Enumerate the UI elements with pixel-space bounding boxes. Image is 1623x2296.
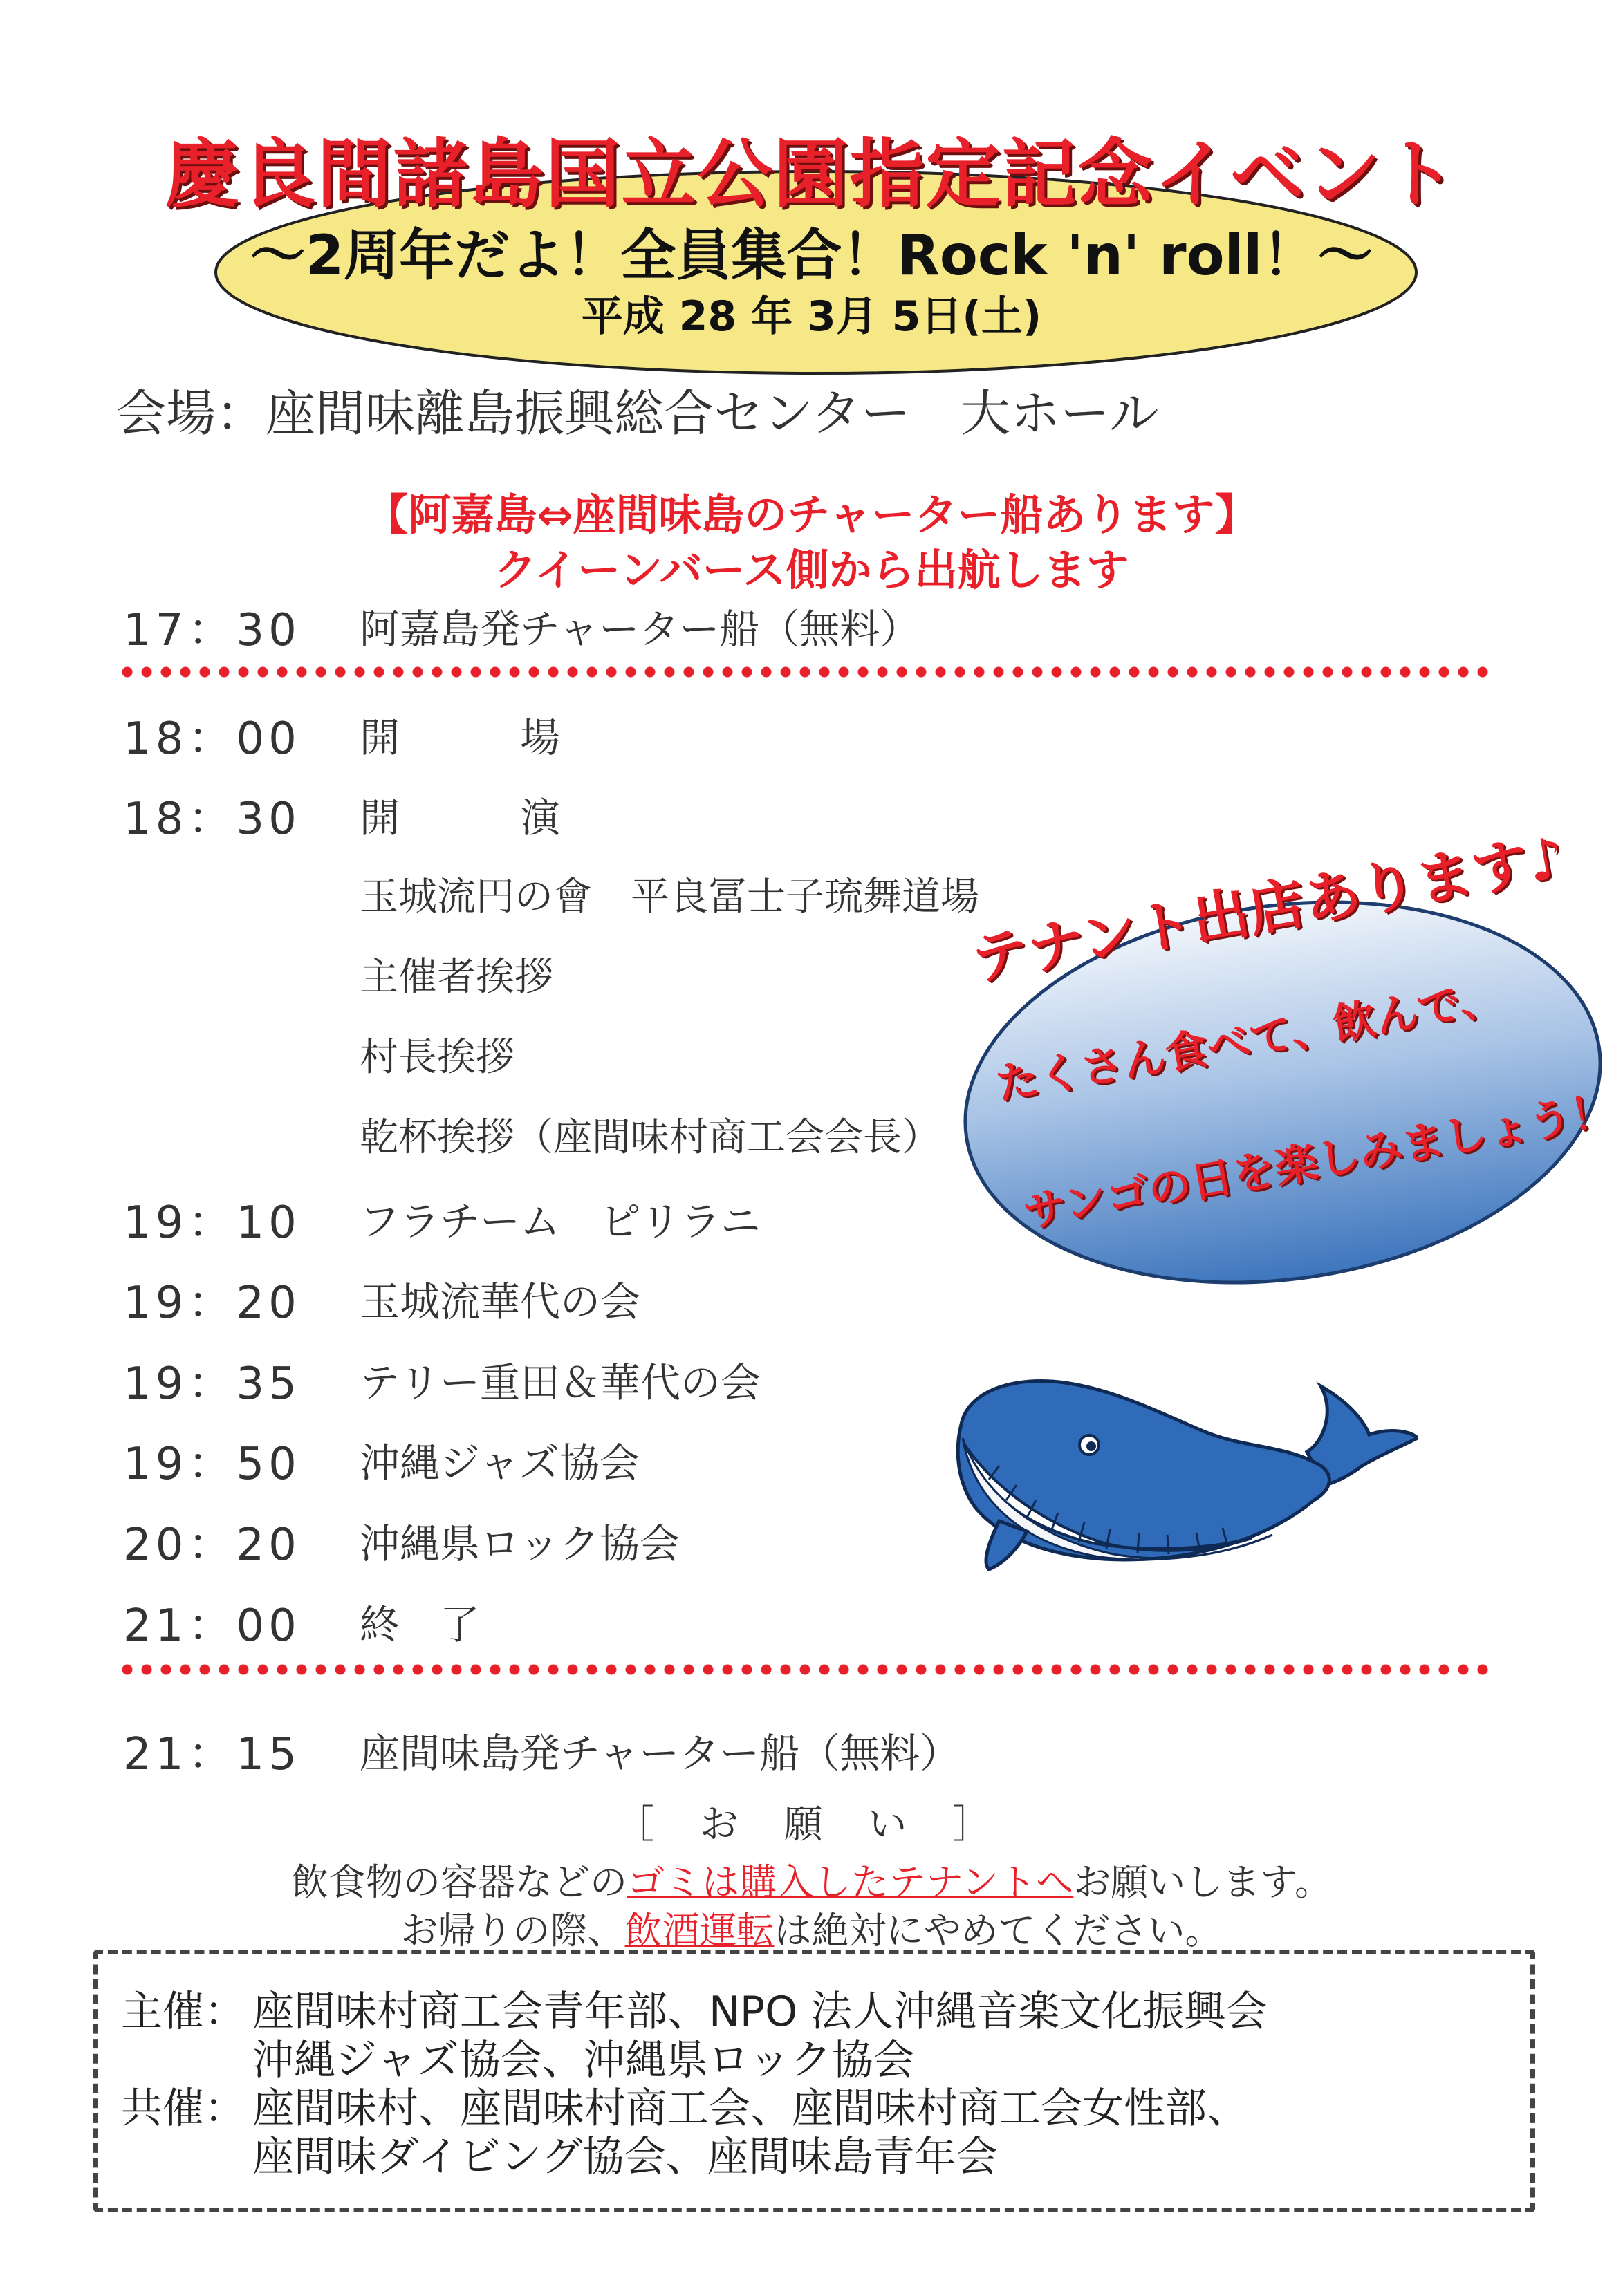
- schedule-time: 18：30: [123, 794, 301, 845]
- event-title: 慶良間諸島国立公園指定記念イベント: [165, 131, 1458, 218]
- request-text: は絶対にやめてください。: [774, 1909, 1223, 1952]
- dotted-divider-bottom: [118, 1663, 1494, 1676]
- charter-note-detail: クイーンバース側から出航します: [494, 545, 1129, 595]
- opening-item: 玉城流円の會 平良冨士子琉舞道場: [360, 875, 979, 920]
- request-line-drinking: [0, 1901, 1623, 1954]
- request-line-garbage: [0, 1853, 1623, 1906]
- cohost-line: 座間味ダイビング協会、座間味島青年会: [252, 2133, 998, 2181]
- schedule-time-post: 21：15: [123, 1729, 301, 1780]
- charter-note-heading: 【阿嘉島⇔座間味島のチャーター船あります】: [365, 489, 1258, 540]
- schedule-time: 19：50: [123, 1439, 301, 1490]
- opening-item: 乾杯挨拶（座間味村商工会会長）: [360, 1115, 940, 1160]
- whale-illustration: [947, 1362, 1418, 1590]
- request-text: お願いします。: [1073, 1860, 1332, 1904]
- schedule-item: 沖縄ジャズ協会: [360, 1439, 640, 1486]
- request-highlight: 飲酒運転: [624, 1909, 775, 1952]
- schedule-item: 玉城流華代の会: [360, 1278, 641, 1325]
- schedule-item: テリー重田＆華代の会: [360, 1359, 761, 1406]
- opening-item: 村長挨拶: [360, 1035, 514, 1080]
- request-highlight: ゴミは購入したテナントへ: [627, 1860, 1074, 1904]
- schedule-item-pre: 阿嘉島発チャーター船（無料）: [360, 606, 920, 653]
- schedule-time: 19：20: [123, 1278, 301, 1329]
- schedule-time-pre: 17：30: [123, 605, 301, 656]
- request-text: お帰りの際、: [400, 1909, 625, 1952]
- host-line: 座間味村商工会青年部、NPO 法人沖縄音楽文化振興会: [252, 1988, 1268, 2036]
- tenant-heading: テナント出店あります♪: [966, 824, 1570, 994]
- cohost-label: 共催：: [121, 2084, 245, 2133]
- event-subtitle: ～2周年だよ！全員集合！Rock 'n' roll！～: [250, 223, 1373, 288]
- host-label: 主催：: [121, 1988, 245, 2036]
- event-date: 平成 28 年 3月 5日(土): [581, 292, 1042, 341]
- schedule-item: 沖縄県ロック協会: [360, 1520, 680, 1567]
- schedule-time: 18：00: [123, 713, 301, 765]
- tenant-line: サンゴの日を楽しみましょう！: [1019, 1084, 1617, 1238]
- schedule-item: 開 場: [360, 714, 561, 761]
- schedule-item: 開 演: [360, 794, 561, 841]
- request-heading: ［ お 願 い ］: [615, 1802, 1008, 1847]
- schedule-item: フラチーム ピリラニ: [360, 1198, 761, 1245]
- schedule-time: 19：35: [123, 1359, 301, 1410]
- host-line: 沖縄ジャズ協会、沖縄県ロック協会: [252, 2036, 915, 2084]
- schedule-time: 20：20: [123, 1520, 301, 1571]
- request-text: 飲食物の容器などの: [291, 1860, 627, 1904]
- schedule-time: 21：00: [123, 1600, 301, 1652]
- schedule-time: 19：10: [123, 1197, 301, 1249]
- dotted-divider-top: [118, 666, 1494, 678]
- opening-item: 主催者挨拶: [360, 955, 553, 1000]
- venue: 会場：座間味離島振興総合センター 大ホール: [116, 384, 1159, 442]
- cohost-line: 座間味村、座間味村商工会、座間味村商工会女性部、: [252, 2084, 1248, 2133]
- schedule-item-post: 座間味島発チャーター船（無料）: [360, 1730, 961, 1777]
- schedule-item: 終 了: [360, 1601, 481, 1648]
- tenant-line: たくさん食べて、飲んで、: [992, 971, 1506, 1110]
